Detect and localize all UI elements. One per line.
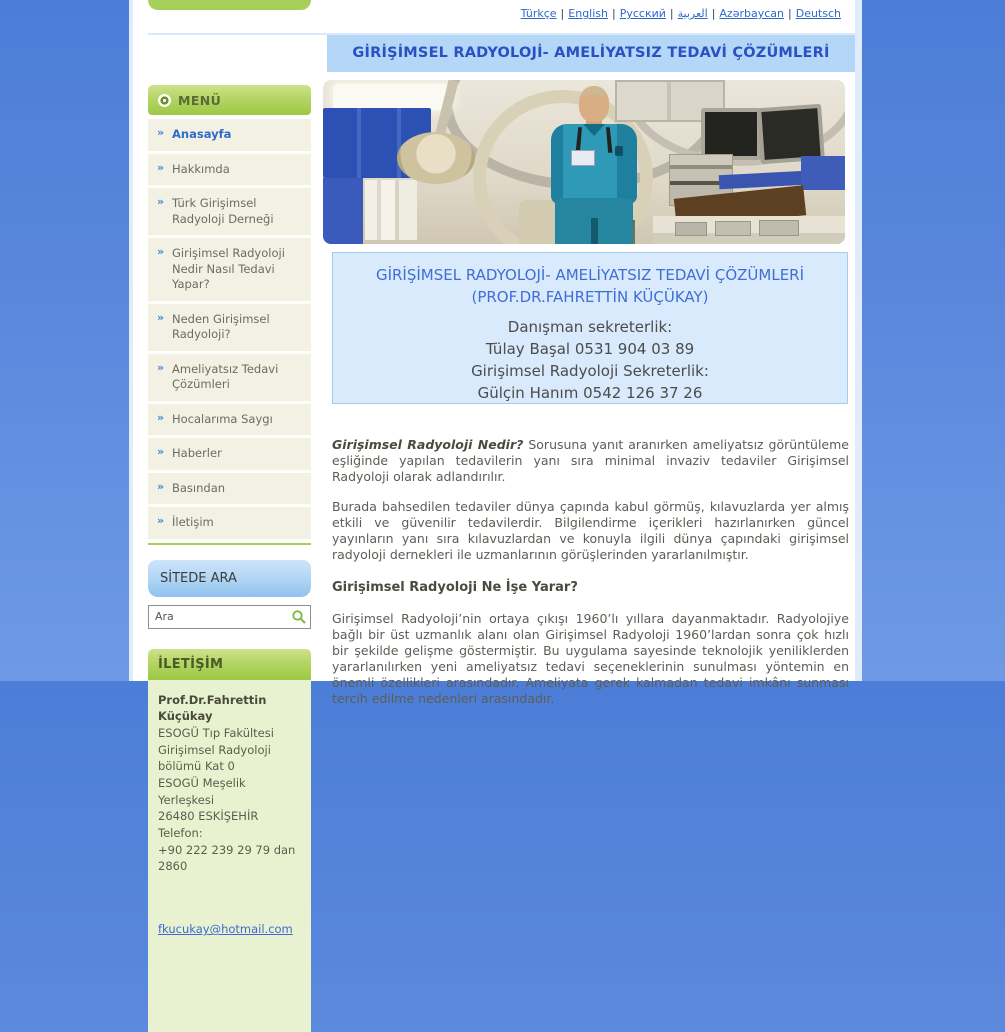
announcement-line: Girişimsel Radyoloji Sekreterlik: [471, 362, 709, 380]
contact-header [148, 649, 311, 680]
photo-doctor-lanyard [576, 127, 613, 152]
article-heading-2: Girişimsel Radyoloji Ne İşe Yarar? [332, 580, 578, 595]
photo-console-panel [759, 220, 799, 236]
chevron-right-icon: » [157, 310, 165, 324]
contact-email-link[interactable]: fkucukay@hotmail.com [158, 922, 293, 937]
announcement-title [333, 264, 847, 308]
lang-link-azerbaijani[interactable]: Azərbaycan [719, 7, 784, 20]
menu-bottom-rule [148, 543, 311, 545]
photo-curtain [365, 180, 417, 240]
photo-doctor-legsplit [591, 218, 598, 244]
chevron-right-icon: » [157, 445, 165, 459]
lang-link-arabic[interactable]: العربية [677, 7, 708, 20]
sidebar-item-iletisim[interactable]: » İletişim [148, 507, 311, 542]
photo-surgical-lamp [397, 132, 475, 184]
chevron-right-icon: » [157, 245, 165, 259]
menu-title: MENÜ [178, 92, 222, 108]
article-paragraph-2: Burada bahsedilen tedaviler dünya çapında kabul görmüş, kılavuzlarda yer almış etkili ve güvenilir tedavilerdir. Bilgilendirme içerikleri hazırlanırken güncel yayınların yanı sıra kılavuzlardan ve konuyla ilgili dünya çapındaki girişimsel radyoloji dernekleri ile uzmanlarının görüşlerinden yararlanılmıştır. [332, 499, 849, 562]
chevron-right-icon: » [157, 160, 165, 174]
announcement-title-line1: GİRİŞİMSEL RADYOLOJİ- AMELİYATSIZ TEDAVİ ÇÖZÜMLERİ [375, 266, 805, 284]
sidebar-item-hakkimda[interactable]: » Hakkımda [148, 154, 311, 189]
sidebar-item-girisimsel-radyoloji-nedir[interactable]: » Girişimsel Radyoloji Nedir Nasıl Tedavi Yapar? [148, 238, 311, 304]
chevron-right-icon: » [157, 410, 165, 424]
sidebar-item-ameliyatsiz-tedavi-cozumleri[interactable]: » Ameliyatsız Tedavi Çözümleri [148, 354, 311, 404]
site-search-header [148, 560, 311, 597]
photo-blue-cabinet-lower [323, 178, 363, 244]
chevron-right-icon: » [157, 360, 165, 374]
page-title: GİRİŞİMSEL RADYOLOJİ- AMELİYATSIZ TEDAVİ ÇÖZÜMLERİ [352, 45, 830, 61]
sidebar-item-haberler[interactable]: » Haberler [148, 438, 311, 473]
doctor-angiography-suite-photo [323, 80, 845, 244]
photo-blue-equipment [801, 156, 845, 190]
sidebar-item-neden-girisimsel-radyoloji[interactable]: » Neden Girişimsel Radyoloji? [148, 304, 311, 354]
chevron-right-icon: » [157, 195, 165, 209]
article-paragraph-1-text: Sorusuna yanıt aranırken ameliyatsız görüntüleme eşliğinde yapılan tedavilerin yanı sıra minimal invaziv tedaviler Girişimsel Radyoloji olarak adlandırılır. [332, 437, 849, 484]
sidebar-menu [148, 119, 311, 542]
photo-ceiling-light [333, 84, 453, 110]
photo-doctor-badge [571, 150, 595, 166]
contact-title: İLETİŞİM [158, 656, 224, 672]
search-row [148, 605, 311, 629]
site-search-title: SİTEDE ARA [160, 570, 237, 586]
announcement-box [332, 252, 848, 404]
article-paragraph-1 [332, 437, 849, 485]
photo-doctor-head [579, 86, 609, 122]
menu-header [148, 85, 311, 115]
photo-monitor [701, 108, 761, 160]
chevron-right-icon: » [157, 514, 165, 528]
lang-link-english[interactable]: English [568, 7, 608, 20]
sidebar-item-hocalarima-saygi[interactable]: » Hocalarıma Saygı [148, 404, 311, 439]
chevron-right-icon: » [157, 479, 165, 493]
target-bullet-icon [158, 94, 171, 107]
announcement-line: Danışman sekreterlik: [507, 318, 673, 336]
separator: | [560, 7, 565, 20]
lang-link-deutsch[interactable]: Deutsch [795, 7, 841, 20]
search-input[interactable] [148, 605, 311, 629]
lang-link-russian[interactable]: Русский [619, 7, 666, 20]
content-column [129, 0, 862, 937]
contact-address-line: ESOGÜ Tıp Fakültesi Girişimsel Radyoloji bölümü Kat 0 [158, 726, 274, 774]
separator: | [711, 7, 716, 20]
contact-address-line: Telefon: [158, 826, 203, 841]
photo-doctor-pocket [615, 146, 623, 156]
top-green-tab [148, 0, 311, 10]
language-bar [521, 7, 841, 20]
contact-address-line: ESOGÜ Meşelik Yerleşkesi [158, 776, 246, 807]
photo-console-panel [715, 221, 751, 236]
sidebar-item-basindan[interactable]: » Basından [148, 473, 311, 508]
article-body [332, 437, 849, 721]
page-title-bar [327, 35, 855, 72]
contact-name: Prof.Dr.Fahrettin Küçükay [158, 692, 267, 724]
contact-address-line: 26480 ESKİŞEHİR [158, 809, 259, 824]
separator: | [788, 7, 792, 20]
announcement-line: Tülay Başal 0531 904 03 89 [485, 340, 695, 358]
sidebar-item-anasayfa[interactable]: » Anasayfa [148, 119, 311, 154]
lang-link-turkce[interactable]: Türkçe [520, 7, 557, 20]
announcement-title-line2: (PROF.DR.FAHRETTİN KÜÇÜKAY) [471, 288, 709, 306]
chevron-right-icon: » [157, 126, 165, 139]
contact-address-line: +90 222 239 29 79 dan 2860 [158, 842, 296, 874]
sidebar-item-turk-girisimsel-radyoloji-dernegi[interactable]: » Türk Girişimsel Radyoloji Derneği [148, 188, 311, 238]
article-paragraph-3: Girişimsel Radyoloji’nin ortaya çıkışı 1960’lı yıllara dayanmaktadır. Radyolojiye bağlı bir üst uzmanlık alanı olan Girişimsel Radyoloji 1960’lardan sonra çok hızlı bir şekilde gelişme göstermiştir. Bu uygulama sayesinde teknolojik yeniliklerden yararlanılırken yeni ameliyatsız tedavi seçeneklerinin sunulması yöntemin en önemli özellikleri arasındadır. Ameliyata gerek kalmadan tedavi imkânı sunması tercih edilme nedenleri arasındadır. [332, 611, 849, 706]
contact-body [148, 680, 311, 1032]
separator: | [669, 7, 674, 20]
sidebar [148, 85, 311, 1032]
article-lead-question: Girişimsel Radyoloji Nedir? [332, 437, 524, 452]
announcement-contact-lines [333, 316, 847, 404]
announcement-line: Gülçin Hanım 0542 126 37 26 [477, 384, 703, 402]
search-icon[interactable] [291, 609, 307, 625]
separator: | [612, 7, 616, 20]
photo-console-panel [675, 222, 707, 236]
